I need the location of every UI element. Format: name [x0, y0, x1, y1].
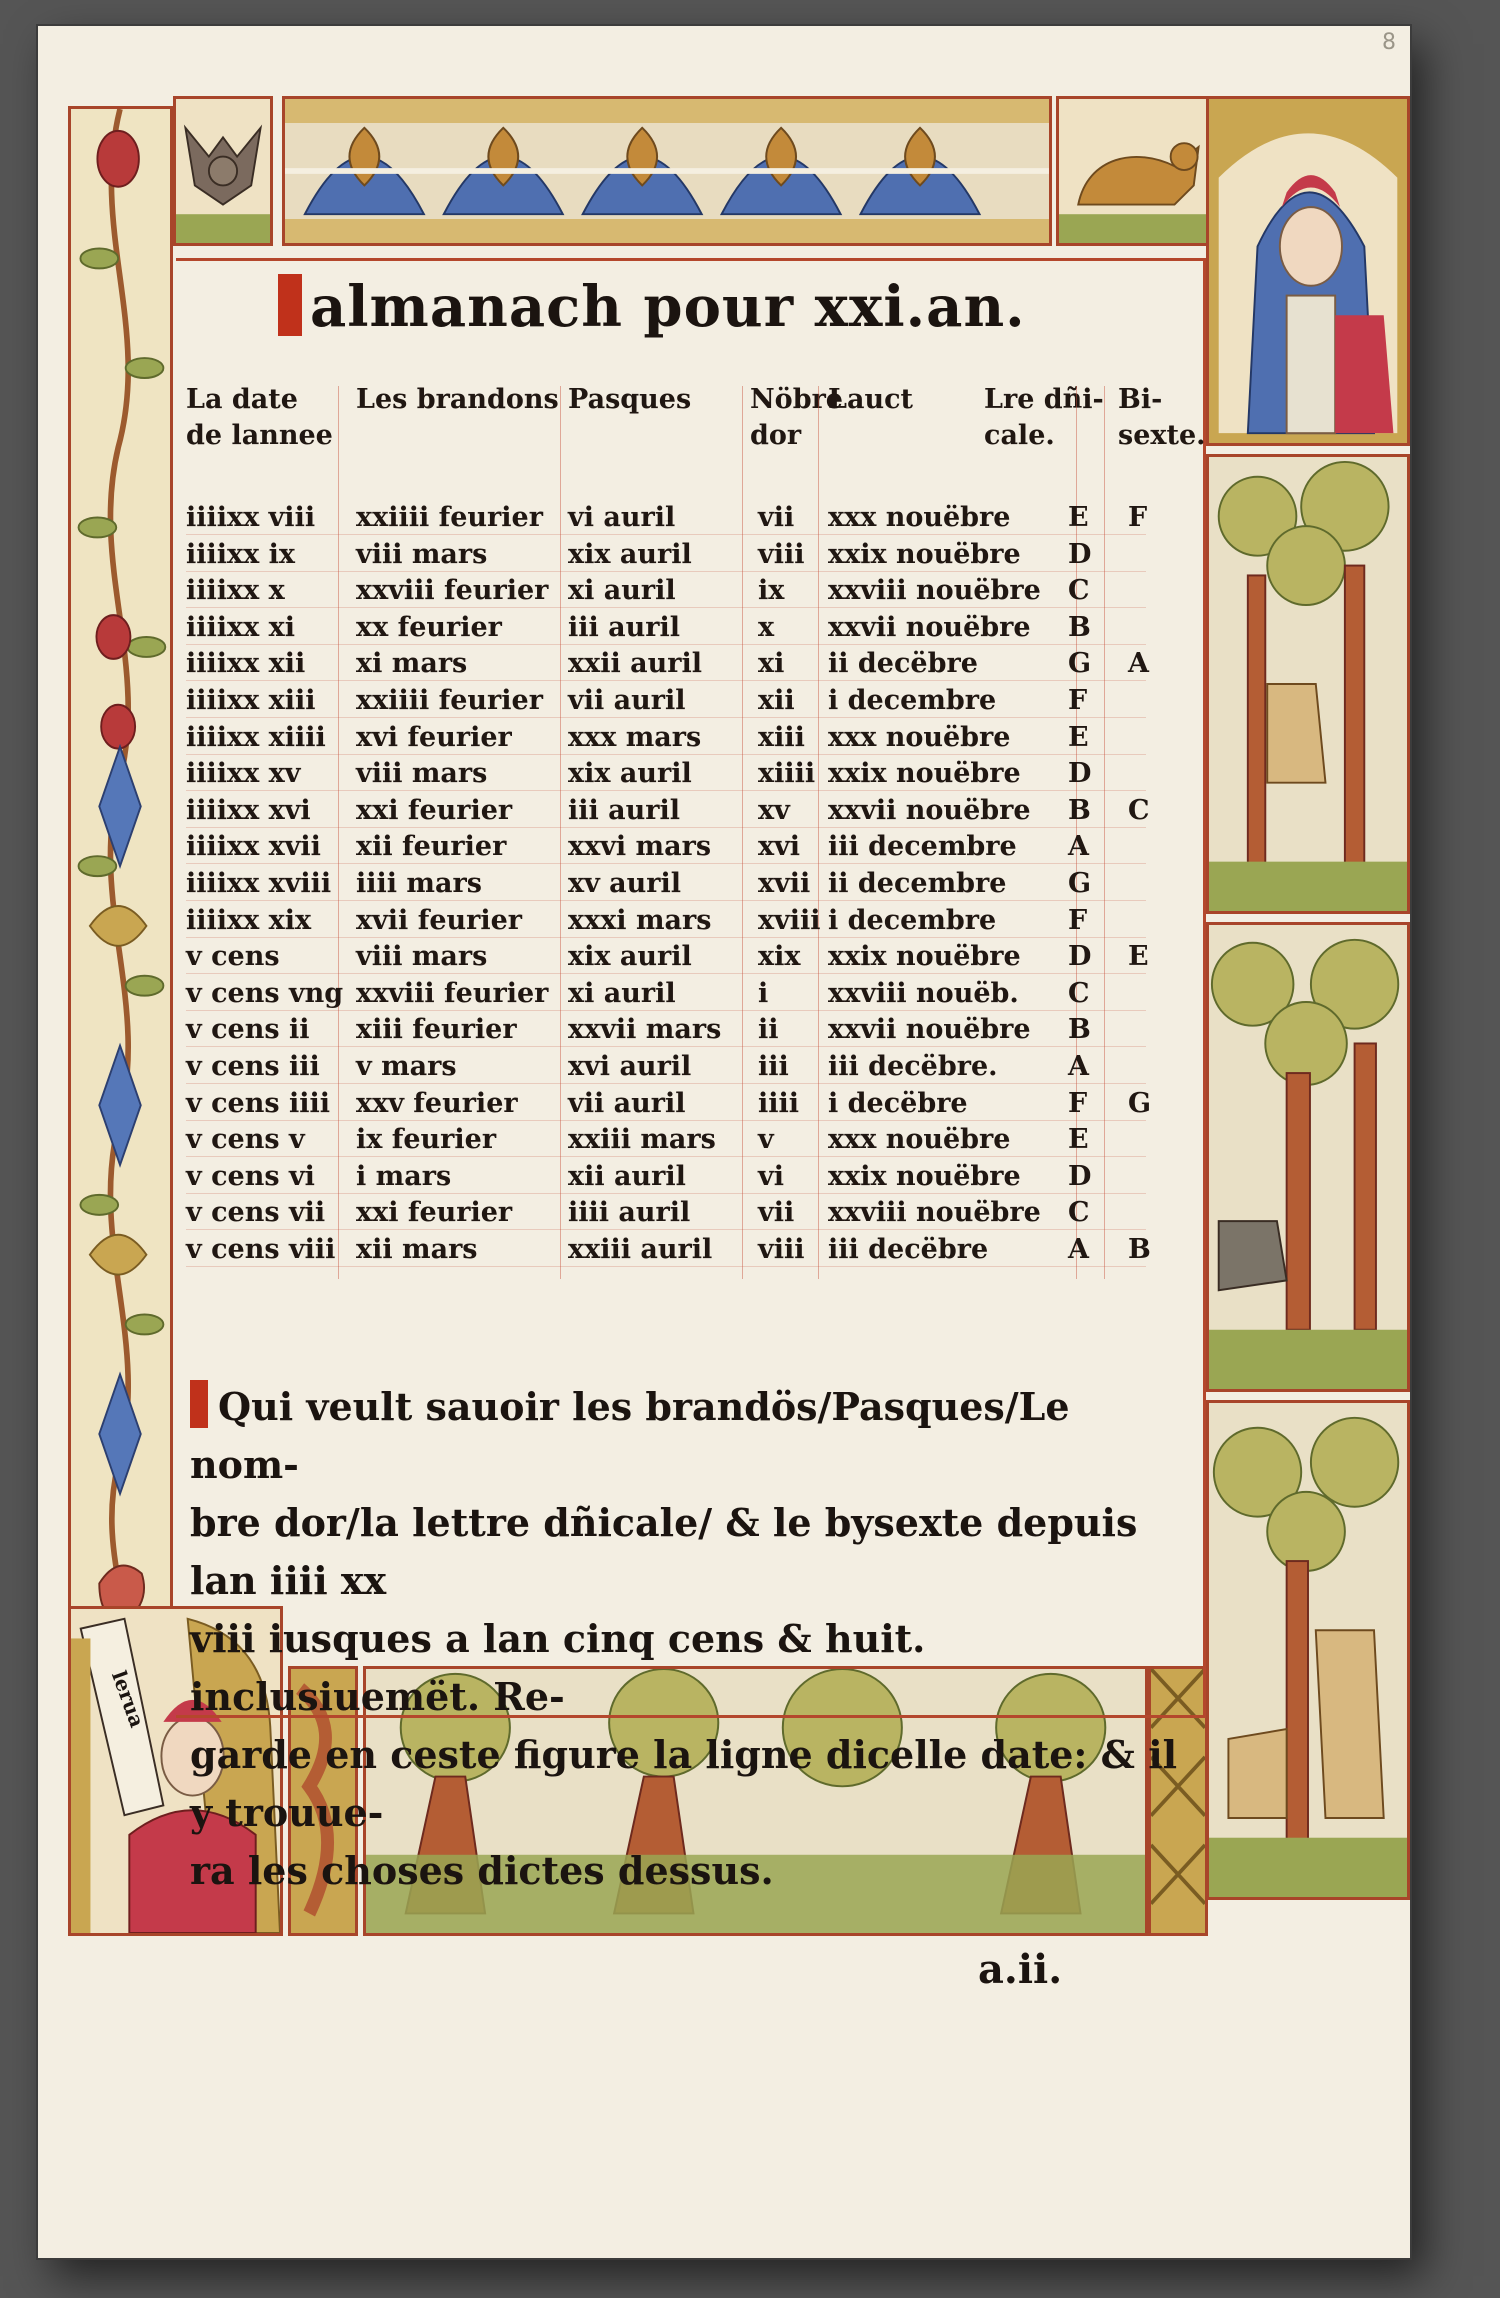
table-cell: ii decëbre	[828, 648, 978, 680]
column-rule	[338, 386, 339, 1279]
table-cell: xxii auril	[568, 648, 702, 680]
table-cell: xi mars	[356, 648, 468, 680]
table-cell: iiiixx ix	[186, 538, 295, 570]
table-cell: xii auril	[568, 1160, 686, 1192]
table-cell: xxvii mars	[568, 1014, 722, 1046]
table-cell: xxviii nouëb.	[828, 977, 1019, 1009]
table-cell: iiiixx x	[186, 575, 285, 607]
table-cell: F	[1068, 904, 1088, 936]
table-cell: v cens vng	[186, 977, 344, 1009]
table-cell: viii mars	[356, 758, 488, 790]
table-cell: v cens viii	[186, 1234, 336, 1265]
table-cell: xxxi mars	[568, 904, 712, 936]
paragraph-line: bre dor/la lettre dñicale/ & le bysexte depuis lan iiii xx	[190, 1500, 1138, 1603]
table-cell: C	[1068, 1197, 1090, 1229]
table-cell: iiiixx xvii	[186, 831, 321, 863]
table-cell: v mars	[356, 1051, 457, 1082]
table-cell: xvi feurier	[356, 721, 512, 753]
table-cell: vii	[758, 502, 795, 533]
table-cell: i mars	[356, 1160, 452, 1192]
table-cell: C	[1128, 794, 1150, 826]
table-cell: ii decembre	[828, 868, 1007, 899]
table-cell: xxx nouëbre	[828, 1124, 1011, 1156]
column-header: sexte.	[1118, 420, 1206, 451]
column-header: Lauct	[828, 384, 914, 415]
table-cell: G	[1068, 868, 1092, 899]
table-cell: vi auril	[568, 502, 676, 533]
table-cell: xxviii feurier	[356, 575, 549, 607]
paragraph-line: ra les choses dictes dessus.	[190, 1848, 774, 1893]
table-cell: B	[1068, 794, 1091, 826]
instruction-paragraph	[190, 1378, 1190, 1900]
table-cell: iiiixx xiiii	[186, 721, 326, 753]
table-cell: v cens ii	[186, 1014, 310, 1046]
table-cell: C	[1068, 977, 1090, 1009]
manuscript-page	[38, 26, 1410, 2258]
table-cell: iiii mars	[356, 868, 482, 899]
table-cell: iiiixx xvi	[186, 794, 311, 826]
table-cell: xii	[758, 685, 795, 716]
table-cell: v cens vii	[186, 1197, 326, 1229]
table-cell: xxx mars	[568, 721, 702, 753]
table-cell: iiiixx viii	[186, 502, 316, 533]
column-header: cale.	[984, 420, 1055, 451]
table-cell: xvii feurier	[356, 904, 523, 936]
table-cell: xxi feurier	[356, 1197, 513, 1229]
table-cell: C	[1068, 575, 1090, 607]
table-cell: xxix nouëbre	[828, 941, 1021, 973]
forest-goats-panel	[1206, 1400, 1410, 1900]
table-cell: F	[1068, 685, 1088, 716]
table-cell: ix	[758, 575, 785, 607]
table-cell: v cens vi	[186, 1160, 315, 1192]
table-cell: v cens v	[186, 1124, 305, 1156]
table-cell: D	[1068, 538, 1092, 570]
table-cell: E	[1128, 941, 1149, 973]
column-header: Nöbre	[750, 384, 843, 415]
table-cell: xxviii feurier	[356, 977, 549, 1009]
table-cell: xxix nouëbre	[828, 538, 1021, 570]
table-cell: xi auril	[568, 977, 676, 1009]
table-cell: vii auril	[568, 685, 686, 716]
column-header: Lre dñi-	[984, 384, 1104, 415]
table-cell: F	[1068, 1087, 1088, 1119]
table-cell: i decëbre	[828, 1087, 968, 1119]
table-cell: xxix nouëbre	[828, 758, 1021, 790]
table-cell: i	[758, 977, 769, 1009]
table-cell: vii auril	[568, 1087, 686, 1119]
table-cell: xiiii	[758, 758, 816, 790]
table-cell: xii mars	[356, 1234, 478, 1265]
corner-mark: 8	[1382, 30, 1396, 55]
table-cell: xx feurier	[356, 611, 502, 643]
column-rule	[560, 386, 561, 1279]
table-cell: xxx nouëbre	[828, 502, 1011, 533]
table-cell: xxiiii feurier	[356, 685, 543, 716]
column-header: La date	[186, 384, 298, 415]
table-cell: D	[1068, 1160, 1092, 1192]
table-cell: A	[1068, 1234, 1089, 1265]
top-acanthus-border	[282, 96, 1052, 246]
table-cell: iii decëbre	[828, 1234, 989, 1265]
forest-deer-panel	[1206, 454, 1410, 914]
table-cell: i decembre	[828, 904, 997, 936]
table-cell: xxviii nouëbre	[828, 575, 1041, 607]
table-cell: iii decembre	[828, 831, 1017, 863]
table-cell: viii mars	[356, 941, 488, 973]
table-cell: E	[1068, 502, 1089, 533]
table-cell: iiiixx xv	[186, 758, 301, 790]
table-cell: iiiixx xiii	[186, 685, 316, 716]
table-cell: iiii auril	[568, 1197, 691, 1229]
column-rule	[742, 386, 743, 1279]
table-cell: ii	[758, 1014, 779, 1046]
table-cell: G	[1128, 1087, 1152, 1119]
table-cell: D	[1068, 941, 1092, 973]
table-cell: v cens	[186, 941, 280, 973]
table-cell: xxv feurier	[356, 1087, 518, 1119]
table-cell: xvi auril	[568, 1051, 692, 1082]
table-cell: xix auril	[568, 758, 692, 790]
column-header: de lannee	[186, 420, 333, 451]
table-cell: xviii	[758, 904, 821, 936]
table-cell: B	[1068, 1014, 1091, 1046]
table-cell: xxiii mars	[568, 1124, 716, 1156]
table-cell: vi	[758, 1160, 784, 1192]
table-cell: xix auril	[568, 941, 692, 973]
table-cell: xvi	[758, 831, 801, 863]
table-cell: xix	[758, 941, 801, 973]
column-header: Bi-	[1118, 384, 1163, 415]
title-text: almanach pour xxi.an.	[310, 274, 1026, 340]
table-cell: viii mars	[356, 538, 488, 570]
table-cell: v cens iii	[186, 1051, 320, 1082]
table-cell: xxi feurier	[356, 794, 513, 826]
folio-number: a.ii.	[978, 1946, 1063, 1993]
dog-panel	[1056, 96, 1216, 246]
table-cell: x	[758, 611, 775, 643]
table-cell: D	[1068, 758, 1092, 790]
column-rule	[1104, 386, 1105, 1279]
table-cell: E	[1068, 721, 1089, 753]
paragraph-line: garde en ceste figure la ligne dicelle date: & il y trouue-	[190, 1732, 1178, 1835]
table-cell: iiiixx xviii	[186, 868, 332, 899]
column-header: Les brandons	[356, 384, 559, 415]
table-cell: A	[1128, 648, 1149, 680]
table-cell: iii decëbre.	[828, 1051, 998, 1082]
bat-panel	[173, 96, 273, 246]
scroll-label: lerua	[106, 1667, 150, 1731]
table-cell: iii auril	[568, 611, 681, 643]
table-cell: iiii	[758, 1087, 800, 1119]
table-cell: xv auril	[568, 868, 682, 899]
table-cell: viii	[758, 1234, 805, 1265]
table-cell: xiii	[758, 721, 805, 753]
table-cell: xi	[758, 648, 785, 680]
table-cell: A	[1068, 831, 1089, 863]
table-cell: xvii	[758, 868, 811, 899]
table-cell: iiiixx xi	[186, 611, 295, 643]
table-cell: xxviii nouëbre	[828, 1197, 1041, 1229]
table-cell: i decembre	[828, 685, 997, 716]
table-cell: xxx nouëbre	[828, 721, 1011, 753]
table-cell: B	[1068, 611, 1091, 643]
table-cell: xix auril	[568, 538, 692, 570]
table-cell: v	[758, 1124, 774, 1156]
table-cell: F	[1128, 502, 1148, 533]
table-cell: B	[1128, 1234, 1151, 1265]
table-cell: E	[1068, 1124, 1089, 1156]
table-cell: xv	[758, 794, 790, 826]
column-header: dor	[750, 420, 802, 451]
table-cell: ix feurier	[356, 1124, 497, 1156]
table-cell: xxvii nouëbre	[828, 794, 1031, 826]
table-cell: iii auril	[568, 794, 681, 826]
table-cell: xxvii nouëbre	[828, 611, 1031, 643]
table-cell: A	[1068, 1051, 1089, 1082]
table-cell: iiiixx xix	[186, 904, 312, 936]
table-cell: v cens iiii	[186, 1087, 330, 1119]
table-cell: xxiiii feurier	[356, 502, 543, 533]
title-rubric-initial	[278, 274, 302, 336]
woman-portrait-panel	[1206, 96, 1410, 446]
table-cell: iiiixx xii	[186, 648, 306, 680]
table-cell: viii	[758, 538, 805, 570]
table-cell: xi auril	[568, 575, 676, 607]
paragraph-line: viii iusques a lan cinq cens & huit. inclusiuemët. Re-	[190, 1616, 926, 1719]
column-rule	[818, 386, 819, 1279]
paragraph-rubric-initial	[190, 1380, 208, 1428]
paragraph-line: Qui veult sauoir les brandös/Pasques/Le nom-	[190, 1384, 1070, 1487]
forest-wolf-panel	[1206, 922, 1410, 1392]
page-title	[278, 274, 1178, 340]
table-cell: xxvii nouëbre	[828, 1014, 1031, 1046]
column-header: Pasques	[568, 384, 692, 415]
table-cell: xii feurier	[356, 831, 507, 863]
table-cell: vii	[758, 1197, 795, 1229]
table-cell: iii	[758, 1051, 789, 1082]
table-cell: xxvi mars	[568, 831, 712, 863]
left-floral-border	[68, 106, 173, 1706]
table-cell: G	[1068, 648, 1092, 680]
table-cell: xiii feurier	[356, 1014, 517, 1046]
table-cell: xxix nouëbre	[828, 1160, 1021, 1192]
table-cell: xxiii auril	[568, 1234, 713, 1265]
